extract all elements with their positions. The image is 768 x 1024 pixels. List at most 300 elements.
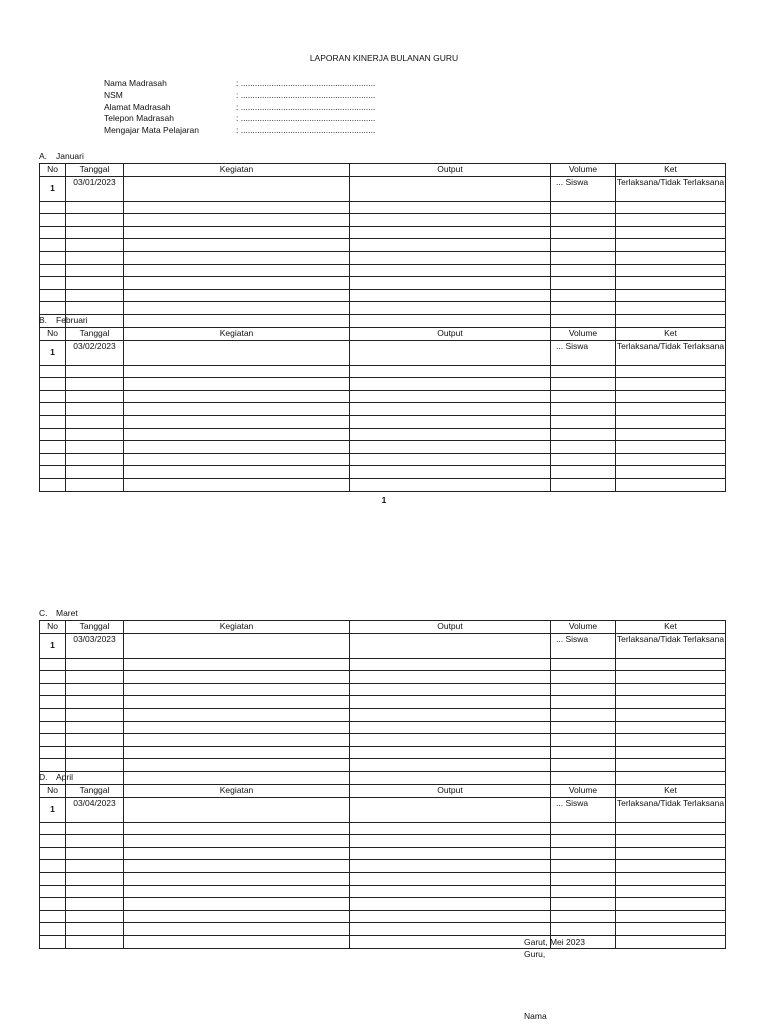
empty-cell[interactable]	[616, 277, 726, 290]
empty-cell[interactable]	[40, 378, 66, 391]
empty-cell[interactable]	[40, 923, 66, 936]
empty-cell[interactable]	[616, 289, 726, 302]
empty-cell[interactable]	[124, 365, 350, 378]
empty-cell[interactable]	[124, 478, 350, 491]
empty-cell[interactable]	[616, 885, 726, 898]
empty-cell[interactable]	[40, 214, 66, 227]
row-output[interactable]	[350, 340, 551, 365]
empty-cell[interactable]	[40, 277, 66, 290]
empty-cell[interactable]	[66, 378, 124, 391]
empty-cell[interactable]	[350, 696, 551, 709]
empty-cell[interactable]	[616, 251, 726, 264]
empty-cell[interactable]	[551, 860, 616, 873]
empty-cell[interactable]	[551, 378, 616, 391]
signature-place-date: Garut, Mei 2023	[524, 937, 585, 947]
empty-cell[interactable]	[350, 683, 551, 696]
empty-cell[interactable]	[124, 671, 350, 684]
empty-cell[interactable]	[124, 847, 350, 860]
empty-cell[interactable]	[124, 923, 350, 936]
row-volume: ... Siswa	[551, 633, 616, 658]
empty-cell[interactable]	[124, 466, 350, 479]
empty-cell[interactable]	[616, 923, 726, 936]
empty-cell[interactable]	[350, 214, 551, 227]
empty-cell[interactable]	[66, 365, 124, 378]
column-header: Kegiatan	[124, 621, 350, 634]
table-row-empty	[40, 746, 726, 759]
empty-cell[interactable]	[66, 415, 124, 428]
empty-cell[interactable]	[124, 683, 350, 696]
empty-cell[interactable]	[66, 658, 124, 671]
column-header: No	[40, 785, 66, 798]
empty-cell[interactable]	[350, 759, 551, 772]
empty-cell[interactable]	[551, 721, 616, 734]
empty-cell[interactable]	[551, 428, 616, 441]
empty-cell[interactable]	[124, 226, 350, 239]
empty-cell[interactable]	[551, 201, 616, 214]
empty-cell[interactable]	[40, 734, 66, 747]
empty-cell[interactable]	[124, 898, 350, 911]
empty-cell[interactable]	[40, 759, 66, 772]
empty-cell[interactable]	[616, 822, 726, 835]
empty-cell[interactable]	[124, 835, 350, 848]
table-row-empty	[40, 478, 726, 491]
empty-cell[interactable]	[66, 390, 124, 403]
row-tanggal: 03/01/2023	[66, 176, 124, 201]
page-number: 1	[381, 495, 387, 505]
empty-cell[interactable]	[350, 835, 551, 848]
empty-cell[interactable]	[350, 403, 551, 416]
empty-cell[interactable]	[350, 428, 551, 441]
empty-cell[interactable]	[66, 239, 124, 252]
empty-cell[interactable]	[616, 428, 726, 441]
empty-cell[interactable]	[66, 403, 124, 416]
table-row-empty	[40, 365, 726, 378]
empty-cell[interactable]	[66, 898, 124, 911]
empty-cell[interactable]	[616, 683, 726, 696]
empty-cell[interactable]	[616, 214, 726, 227]
empty-cell[interactable]	[551, 822, 616, 835]
empty-cell[interactable]	[124, 759, 350, 772]
empty-cell[interactable]	[350, 365, 551, 378]
empty-cell[interactable]	[551, 415, 616, 428]
signature-role: Guru,	[524, 949, 546, 959]
empty-cell[interactable]	[551, 390, 616, 403]
empty-cell[interactable]	[124, 771, 350, 784]
empty-cell[interactable]	[616, 478, 726, 491]
empty-cell[interactable]	[66, 910, 124, 923]
empty-cell[interactable]	[350, 277, 551, 290]
empty-cell[interactable]	[66, 860, 124, 873]
empty-cell[interactable]	[40, 251, 66, 264]
info-value: : .........................................................	[236, 125, 376, 136]
empty-cell[interactable]	[551, 314, 616, 327]
empty-cell[interactable]	[40, 671, 66, 684]
empty-cell[interactable]	[40, 683, 66, 696]
column-header: Output	[350, 785, 551, 798]
empty-cell[interactable]	[40, 872, 66, 885]
empty-cell[interactable]	[66, 822, 124, 835]
empty-cell[interactable]	[551, 453, 616, 466]
empty-cell[interactable]	[350, 378, 551, 391]
empty-cell[interactable]	[551, 885, 616, 898]
empty-cell[interactable]	[124, 378, 350, 391]
row-tanggal: 03/04/2023	[66, 797, 124, 822]
empty-cell[interactable]	[66, 746, 124, 759]
empty-cell[interactable]	[350, 264, 551, 277]
empty-cell[interactable]	[350, 847, 551, 860]
table-row-empty	[40, 251, 726, 264]
empty-cell[interactable]	[551, 835, 616, 848]
empty-cell[interactable]	[350, 466, 551, 479]
empty-cell[interactable]	[40, 860, 66, 873]
empty-cell[interactable]	[40, 910, 66, 923]
empty-cell[interactable]	[350, 226, 551, 239]
empty-cell[interactable]	[66, 923, 124, 936]
empty-cell[interactable]	[40, 453, 66, 466]
row-volume: ... Siswa	[551, 340, 616, 365]
empty-cell[interactable]	[40, 428, 66, 441]
monthly-report-table	[39, 327, 726, 492]
empty-cell[interactable]	[551, 696, 616, 709]
empty-cell[interactable]	[551, 251, 616, 264]
empty-cell[interactable]	[40, 746, 66, 759]
empty-cell[interactable]	[40, 365, 66, 378]
section-title	[39, 151, 84, 161]
empty-cell[interactable]	[350, 289, 551, 302]
empty-cell[interactable]	[350, 441, 551, 454]
empty-cell[interactable]	[551, 898, 616, 911]
empty-cell[interactable]	[124, 403, 350, 416]
empty-cell[interactable]	[350, 478, 551, 491]
empty-cell[interactable]	[616, 860, 726, 873]
table-row-empty	[40, 302, 726, 315]
empty-cell[interactable]	[66, 201, 124, 214]
empty-cell[interactable]	[616, 734, 726, 747]
empty-cell[interactable]	[551, 239, 616, 252]
row-tanggal: 03/03/2023	[66, 633, 124, 658]
empty-cell[interactable]	[551, 872, 616, 885]
row-no: 1	[40, 176, 66, 201]
empty-cell[interactable]	[350, 898, 551, 911]
empty-cell[interactable]	[616, 302, 726, 315]
empty-cell[interactable]	[124, 860, 350, 873]
empty-cell[interactable]	[616, 466, 726, 479]
table-row-empty	[40, 201, 726, 214]
empty-cell[interactable]	[124, 264, 350, 277]
empty-cell[interactable]	[66, 835, 124, 848]
empty-cell[interactable]	[350, 872, 551, 885]
table-row-empty	[40, 226, 726, 239]
section-title	[39, 608, 78, 618]
empty-cell[interactable]	[616, 847, 726, 860]
empty-cell[interactable]	[551, 759, 616, 772]
empty-cell[interactable]	[66, 671, 124, 684]
empty-cell[interactable]	[66, 251, 124, 264]
column-header: Volume	[551, 164, 616, 177]
column-header: Tanggal	[66, 621, 124, 634]
empty-cell[interactable]	[40, 441, 66, 454]
empty-cell[interactable]	[616, 671, 726, 684]
empty-cell[interactable]	[124, 390, 350, 403]
row-kegiatan[interactable]	[124, 633, 350, 658]
empty-cell[interactable]	[40, 403, 66, 416]
info-label: Mengajar Mata Pelajaran	[104, 125, 199, 136]
empty-cell[interactable]	[40, 478, 66, 491]
empty-cell[interactable]	[551, 466, 616, 479]
empty-cell[interactable]	[66, 478, 124, 491]
empty-cell[interactable]	[40, 658, 66, 671]
empty-cell[interactable]	[124, 302, 350, 315]
empty-cell[interactable]	[616, 898, 726, 911]
empty-cell[interactable]	[350, 734, 551, 747]
table-row-empty	[40, 898, 726, 911]
empty-cell[interactable]	[616, 759, 726, 772]
table-row-empty	[40, 403, 726, 416]
empty-cell[interactable]	[551, 365, 616, 378]
empty-cell[interactable]	[66, 771, 124, 784]
empty-cell[interactable]	[66, 721, 124, 734]
empty-cell[interactable]	[350, 239, 551, 252]
empty-cell[interactable]	[551, 441, 616, 454]
table-row-empty	[40, 935, 726, 948]
row-output[interactable]	[350, 176, 551, 201]
table-row	[40, 176, 726, 201]
empty-cell[interactable]	[124, 746, 350, 759]
empty-cell[interactable]	[124, 708, 350, 721]
empty-cell[interactable]	[350, 658, 551, 671]
empty-cell[interactable]	[40, 898, 66, 911]
empty-cell[interactable]	[66, 696, 124, 709]
row-kegiatan[interactable]	[124, 340, 350, 365]
table-row-empty	[40, 771, 726, 784]
empty-cell[interactable]	[616, 403, 726, 416]
empty-cell[interactable]	[616, 708, 726, 721]
empty-cell[interactable]	[124, 734, 350, 747]
empty-cell[interactable]	[40, 239, 66, 252]
empty-cell[interactable]	[551, 671, 616, 684]
empty-cell[interactable]	[40, 847, 66, 860]
empty-cell[interactable]	[66, 277, 124, 290]
empty-cell[interactable]	[551, 302, 616, 315]
empty-cell[interactable]	[350, 721, 551, 734]
row-kegiatan[interactable]	[124, 797, 350, 822]
empty-cell[interactable]	[616, 771, 726, 784]
empty-cell[interactable]	[350, 201, 551, 214]
empty-cell[interactable]	[124, 885, 350, 898]
row-kegiatan[interactable]	[124, 176, 350, 201]
empty-cell[interactable]	[66, 466, 124, 479]
empty-cell[interactable]	[40, 835, 66, 848]
empty-cell[interactable]	[40, 264, 66, 277]
empty-cell[interactable]	[616, 746, 726, 759]
table-row-empty	[40, 428, 726, 441]
empty-cell[interactable]	[124, 289, 350, 302]
column-header: Volume	[551, 621, 616, 634]
empty-cell[interactable]	[350, 302, 551, 315]
empty-cell[interactable]	[551, 226, 616, 239]
empty-cell[interactable]	[350, 885, 551, 898]
empty-cell[interactable]	[350, 860, 551, 873]
empty-cell[interactable]	[350, 822, 551, 835]
empty-cell[interactable]	[40, 415, 66, 428]
info-label: Telepon Madrasah	[104, 113, 174, 124]
empty-cell[interactable]	[616, 239, 726, 252]
empty-cell[interactable]	[124, 453, 350, 466]
empty-cell[interactable]	[124, 314, 350, 327]
empty-cell[interactable]	[350, 923, 551, 936]
info-label: Alamat Madrasah	[104, 101, 171, 112]
empty-cell[interactable]	[66, 302, 124, 315]
empty-cell[interactable]	[66, 935, 124, 948]
empty-cell[interactable]	[40, 822, 66, 835]
empty-cell[interactable]	[66, 214, 124, 227]
empty-cell[interactable]	[616, 378, 726, 391]
table-row-empty	[40, 847, 726, 860]
row-ket: Terlaksana/Tidak Terlaksana	[616, 176, 726, 201]
empty-cell[interactable]	[551, 478, 616, 491]
empty-cell[interactable]	[350, 910, 551, 923]
empty-cell[interactable]	[350, 708, 551, 721]
empty-cell[interactable]	[350, 453, 551, 466]
column-header: Ket	[616, 621, 726, 634]
empty-cell[interactable]	[616, 910, 726, 923]
empty-cell[interactable]	[551, 708, 616, 721]
column-header: Output	[350, 328, 551, 341]
empty-cell[interactable]	[124, 658, 350, 671]
empty-cell[interactable]	[616, 696, 726, 709]
empty-cell[interactable]	[40, 935, 66, 948]
empty-cell[interactable]	[40, 289, 66, 302]
empty-cell[interactable]	[616, 453, 726, 466]
row-output[interactable]	[350, 797, 551, 822]
empty-cell[interactable]	[350, 771, 551, 784]
empty-cell[interactable]	[40, 696, 66, 709]
empty-cell[interactable]	[124, 277, 350, 290]
empty-cell[interactable]	[124, 910, 350, 923]
empty-cell[interactable]	[616, 935, 726, 948]
empty-cell[interactable]	[40, 390, 66, 403]
empty-cell[interactable]	[551, 264, 616, 277]
empty-cell[interactable]	[551, 910, 616, 923]
empty-cell[interactable]	[616, 201, 726, 214]
column-header: Kegiatan	[124, 164, 350, 177]
empty-cell[interactable]	[66, 226, 124, 239]
empty-cell[interactable]	[124, 251, 350, 264]
empty-cell[interactable]	[66, 872, 124, 885]
empty-cell[interactable]	[124, 415, 350, 428]
table-row-empty	[40, 390, 726, 403]
empty-cell[interactable]	[40, 201, 66, 214]
row-output[interactable]	[350, 633, 551, 658]
school-info	[104, 78, 375, 137]
table-row-empty	[40, 466, 726, 479]
empty-cell[interactable]	[124, 239, 350, 252]
empty-cell[interactable]	[551, 658, 616, 671]
empty-cell[interactable]	[66, 847, 124, 860]
empty-cell[interactable]	[40, 721, 66, 734]
empty-cell[interactable]	[551, 923, 616, 936]
row-volume: ... Siswa	[551, 797, 616, 822]
empty-cell[interactable]	[350, 746, 551, 759]
empty-cell[interactable]	[66, 885, 124, 898]
empty-cell[interactable]	[551, 847, 616, 860]
empty-cell[interactable]	[616, 415, 726, 428]
empty-cell[interactable]	[124, 721, 350, 734]
row-tanggal: 03/02/2023	[66, 340, 124, 365]
empty-cell[interactable]	[551, 289, 616, 302]
empty-cell[interactable]	[40, 302, 66, 315]
empty-cell[interactable]	[350, 671, 551, 684]
empty-cell[interactable]	[124, 201, 350, 214]
empty-cell[interactable]	[551, 683, 616, 696]
section-month: April	[56, 772, 74, 782]
empty-cell[interactable]	[40, 885, 66, 898]
empty-cell[interactable]	[124, 214, 350, 227]
empty-cell[interactable]	[124, 428, 350, 441]
empty-cell[interactable]	[616, 390, 726, 403]
empty-cell[interactable]	[616, 658, 726, 671]
empty-cell[interactable]	[124, 441, 350, 454]
empty-cell[interactable]	[124, 822, 350, 835]
empty-cell[interactable]	[616, 872, 726, 885]
empty-cell[interactable]	[124, 935, 350, 948]
signature-name: Nama	[524, 1011, 547, 1021]
empty-cell[interactable]	[66, 683, 124, 696]
empty-cell[interactable]	[66, 734, 124, 747]
empty-cell[interactable]	[350, 415, 551, 428]
column-header: No	[40, 328, 66, 341]
empty-cell[interactable]	[616, 835, 726, 848]
empty-cell[interactable]	[616, 264, 726, 277]
table-row-empty	[40, 923, 726, 936]
empty-cell[interactable]	[616, 365, 726, 378]
section-letter: C.	[39, 608, 48, 618]
section-letter: A.	[39, 151, 48, 161]
empty-cell[interactable]	[551, 746, 616, 759]
empty-cell[interactable]	[551, 734, 616, 747]
empty-cell[interactable]	[66, 441, 124, 454]
empty-cell[interactable]	[350, 251, 551, 264]
empty-cell[interactable]	[616, 226, 726, 239]
info-row	[104, 90, 375, 102]
empty-cell[interactable]	[124, 696, 350, 709]
empty-cell[interactable]	[40, 708, 66, 721]
table-row-empty	[40, 822, 726, 835]
empty-cell[interactable]	[66, 264, 124, 277]
empty-cell[interactable]	[350, 390, 551, 403]
info-label: Nama Madrasah	[104, 78, 167, 88]
empty-cell[interactable]	[66, 759, 124, 772]
empty-cell[interactable]	[551, 771, 616, 784]
column-header: Volume	[551, 328, 616, 341]
empty-cell[interactable]	[66, 289, 124, 302]
empty-cell[interactable]	[551, 277, 616, 290]
column-header: Ket	[616, 328, 726, 341]
empty-cell[interactable]	[40, 466, 66, 479]
empty-cell[interactable]	[40, 226, 66, 239]
empty-cell[interactable]	[124, 872, 350, 885]
empty-cell[interactable]	[66, 708, 124, 721]
empty-cell[interactable]	[350, 314, 551, 327]
empty-cell[interactable]	[66, 453, 124, 466]
empty-cell[interactable]	[551, 403, 616, 416]
empty-cell[interactable]	[616, 314, 726, 327]
empty-cell[interactable]	[616, 441, 726, 454]
empty-cell[interactable]	[66, 428, 124, 441]
empty-cell[interactable]	[616, 721, 726, 734]
empty-cell[interactable]	[350, 935, 551, 948]
empty-cell[interactable]	[551, 214, 616, 227]
